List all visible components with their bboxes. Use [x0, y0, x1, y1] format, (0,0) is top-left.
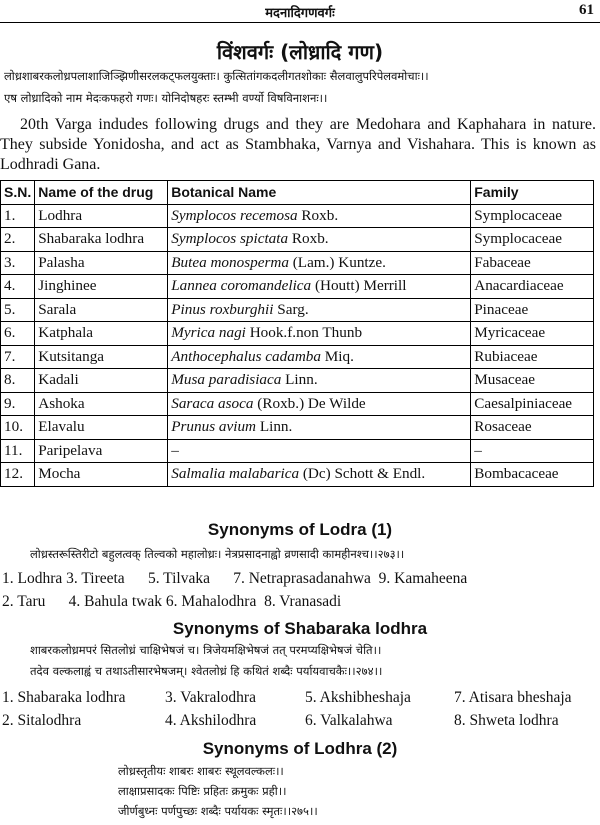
column-header: S.N.	[1, 181, 35, 205]
botanical-authority: Hook.f.non Thunb	[245, 324, 363, 342]
botanical-name-cell	[168, 298, 471, 322]
drug-name-cell: Kadali	[35, 369, 168, 393]
drug-name-cell: Palasha	[35, 251, 168, 275]
drug-name-cell: Elavalu	[35, 416, 168, 440]
family-cell: Myricaceae	[471, 322, 594, 346]
botanical-name-cell	[168, 345, 471, 369]
botanical-binomial: Symplocos spictata	[171, 230, 289, 248]
table-header-row	[1, 181, 594, 205]
family-cell: Symplocaceae	[471, 204, 594, 228]
table-row	[1, 345, 594, 369]
drug-table	[0, 180, 594, 487]
botanical-authority: Linn.	[256, 418, 293, 436]
table-row	[1, 439, 594, 463]
botanical-binomial: Symplocos recemosa	[171, 206, 298, 224]
column-header: Botanical Name	[168, 181, 471, 205]
botanical-binomial: Pinus roxburghii	[171, 300, 274, 318]
intro-paragraph: 20th Varga indudes following drugs and they are Medohara and Kaphahara in nature. They subside Yonidosha, and act as Stambhaka, Varnya and Vishahara. This is known as Lodhradi Gana.	[0, 116, 596, 173]
synonym-item: 4. Akshilodhra	[165, 712, 257, 729]
botanical-authority: (Dc) Schott & Endl.	[299, 465, 426, 483]
botanical-name-cell	[168, 369, 471, 393]
synonym-item: 7. Atisara bheshaja	[454, 689, 572, 706]
family-cell: Fabaceae	[471, 251, 594, 275]
botanical-name-cell	[168, 439, 471, 463]
sn-cell: 3.	[1, 251, 35, 275]
botanical-authority: (Lam.) Kuntze.	[288, 253, 386, 271]
column-header: Family	[471, 181, 594, 205]
synonym-line: 2. Taru 4. Bahula twak 6. Mahalodhra 8. Vranasadi	[2, 593, 342, 610]
botanical-authority: Miq.	[320, 347, 354, 365]
table-row	[1, 228, 594, 252]
botanical-binomial: Salmalia malabarica	[171, 465, 300, 483]
botanical-authority: Linn.	[281, 371, 318, 389]
drug-name-cell: Ashoka	[35, 392, 168, 416]
botanical-name-cell	[168, 251, 471, 275]
family-cell: Rosaceae	[471, 416, 594, 440]
botanical-binomial: Musa paradisiaca	[171, 371, 282, 389]
synonym-item: 2. Sitalodhra	[2, 712, 82, 729]
family-cell: –	[471, 439, 594, 463]
table-row	[1, 204, 594, 228]
page-number: 61	[579, 2, 594, 18]
sn-cell: 8.	[1, 369, 35, 393]
section-heading: Synonyms of Lodra (1)	[207, 520, 393, 539]
family-cell: Rubiaceae	[471, 345, 594, 369]
table-row	[1, 275, 594, 299]
botanical-authority: (Houtt) Merrill	[311, 277, 407, 295]
section-heading: Synonyms of Lodhra (2)	[202, 739, 398, 758]
drug-name-cell: Sarala	[35, 298, 168, 322]
botanical-name-cell	[168, 204, 471, 228]
verse-line: लोध्रस्तृतीयः शाबरः शाबरः स्थूलवल्कलः।।	[118, 764, 284, 778]
drug-name-cell: Shabaraka lodhra	[35, 228, 168, 252]
table-row	[1, 463, 594, 487]
drug-name-cell: Paripelava	[35, 439, 168, 463]
sn-cell: 11.	[1, 439, 35, 463]
botanical-name-cell	[168, 392, 471, 416]
botanical-name-cell	[168, 228, 471, 252]
botanical-binomial: Prunus avium	[171, 418, 257, 436]
synonym-item: 6. Valkalahwa	[305, 712, 393, 729]
botanical-binomial: Anthocephalus cadamba	[171, 347, 321, 365]
table-row	[1, 392, 594, 416]
botanical-name-cell	[168, 322, 471, 346]
botanical-name-cell	[168, 463, 471, 487]
synonym-item: 5. Akshibheshaja	[305, 689, 411, 706]
verse-line: एष लोध्रादिको नाम मेदःकफहरो गणः। योनिदोषहरः स्तम्भी वर्ण्यो विषविनाशनः।।	[4, 91, 328, 105]
section-heading: Synonyms of Shabaraka lodhra	[172, 619, 428, 638]
family-cell: Symplocaceae	[471, 228, 594, 252]
verse-line: लोध्रशाबरकलोध्रपलाशाजिञ्झिणीसरलकट्फलयुक्ताः। कुत्सितांगकदलीगतशोकाः सैलवालुपरिपेलवमोचाः।।	[4, 69, 429, 83]
verse-line: तदेव वल्कलाह्वं च तथाऽतीसारभेषजम्। श्वेतलोध्रं हि कथितं शब्दैः पर्यायवाचकैः।।२७४।।	[30, 664, 383, 678]
drug-name-cell: Lodhra	[35, 204, 168, 228]
sn-cell: 9.	[1, 392, 35, 416]
family-cell: Bombacaceae	[471, 463, 594, 487]
table-row	[1, 322, 594, 346]
table-row	[1, 416, 594, 440]
botanical-authority: Roxb.	[297, 206, 339, 224]
botanical-binomial: Myrica nagi	[171, 324, 246, 342]
botanical-name-cell	[168, 275, 471, 299]
botanical-binomial: –	[171, 441, 179, 459]
sn-cell: 2.	[1, 228, 35, 252]
botanical-authority: (Roxb.) De Wilde	[253, 394, 366, 412]
synonym-item: 3. Vakralodhra	[165, 689, 256, 706]
sn-cell: 4.	[1, 275, 35, 299]
table-row	[1, 251, 594, 275]
family-cell: Musaceae	[471, 369, 594, 393]
botanical-binomial: Saraca asoca	[171, 394, 254, 412]
verse-line: लोध्रस्तरूस्तिरीटो बहुलत्वक् तिल्वको महालोध्रः। नेत्रप्रसादनाह्वो व्रणसादी कामहीनश्च।।२७३।।	[30, 547, 405, 561]
family-cell: Anacardiaceae	[471, 275, 594, 299]
drug-name-cell: Mocha	[35, 463, 168, 487]
botanical-binomial: Butea monosperma	[171, 253, 289, 271]
family-cell: Pinaceae	[471, 298, 594, 322]
sn-cell: 10.	[1, 416, 35, 440]
column-header: Name of the drug	[35, 181, 168, 205]
table-row	[1, 369, 594, 393]
botanical-authority: Sarg.	[273, 300, 309, 318]
table-row	[1, 298, 594, 322]
verse-line: शाबरकलोध्रमपरं सितलोध्रं चाक्षिभेषजं च। त्रिजेयमक्षिभेषजं तत् परमप्यक्षिभेषजं चेति।।	[30, 643, 382, 657]
sn-cell: 1.	[1, 204, 35, 228]
sn-cell: 6.	[1, 322, 35, 346]
sn-cell: 12.	[1, 463, 35, 487]
running-title: मदनादिगणवर्गः	[265, 6, 335, 21]
page-header	[0, 0, 600, 23]
drug-name-cell: Katphala	[35, 322, 168, 346]
botanical-binomial: Lannea coromandelica	[171, 277, 312, 295]
drug-name-cell: Jinghinee	[35, 275, 168, 299]
chapter-heading: विंशवर्गः (लोध्रादि गण)	[216, 40, 384, 64]
sn-cell: 7.	[1, 345, 35, 369]
botanical-authority: Roxb.	[288, 230, 329, 248]
drug-name-cell: Kutsitanga	[35, 345, 168, 369]
botanical-name-cell	[168, 416, 471, 440]
synonym-item: 1. Shabaraka lodhra	[2, 689, 126, 706]
family-cell: Caesalpiniaceae	[471, 392, 594, 416]
verse-line: जीर्णबुध्नः पर्णपुच्छः शब्दैः पर्यायकः स्मृतः।।२७५।।	[118, 804, 318, 818]
synonym-item: 8. Shweta lodhra	[454, 712, 559, 729]
synonym-line: 1. Lodhra 3. Tireeta 5. Tilvaka 7. Netraprasadanahwa 9. Kamaheena	[2, 570, 468, 587]
verse-line: लाक्षाप्रसादकः पिष्टिः प्रहितः क्रमुकः प्रही।।	[118, 784, 287, 798]
sn-cell: 5.	[1, 298, 35, 322]
